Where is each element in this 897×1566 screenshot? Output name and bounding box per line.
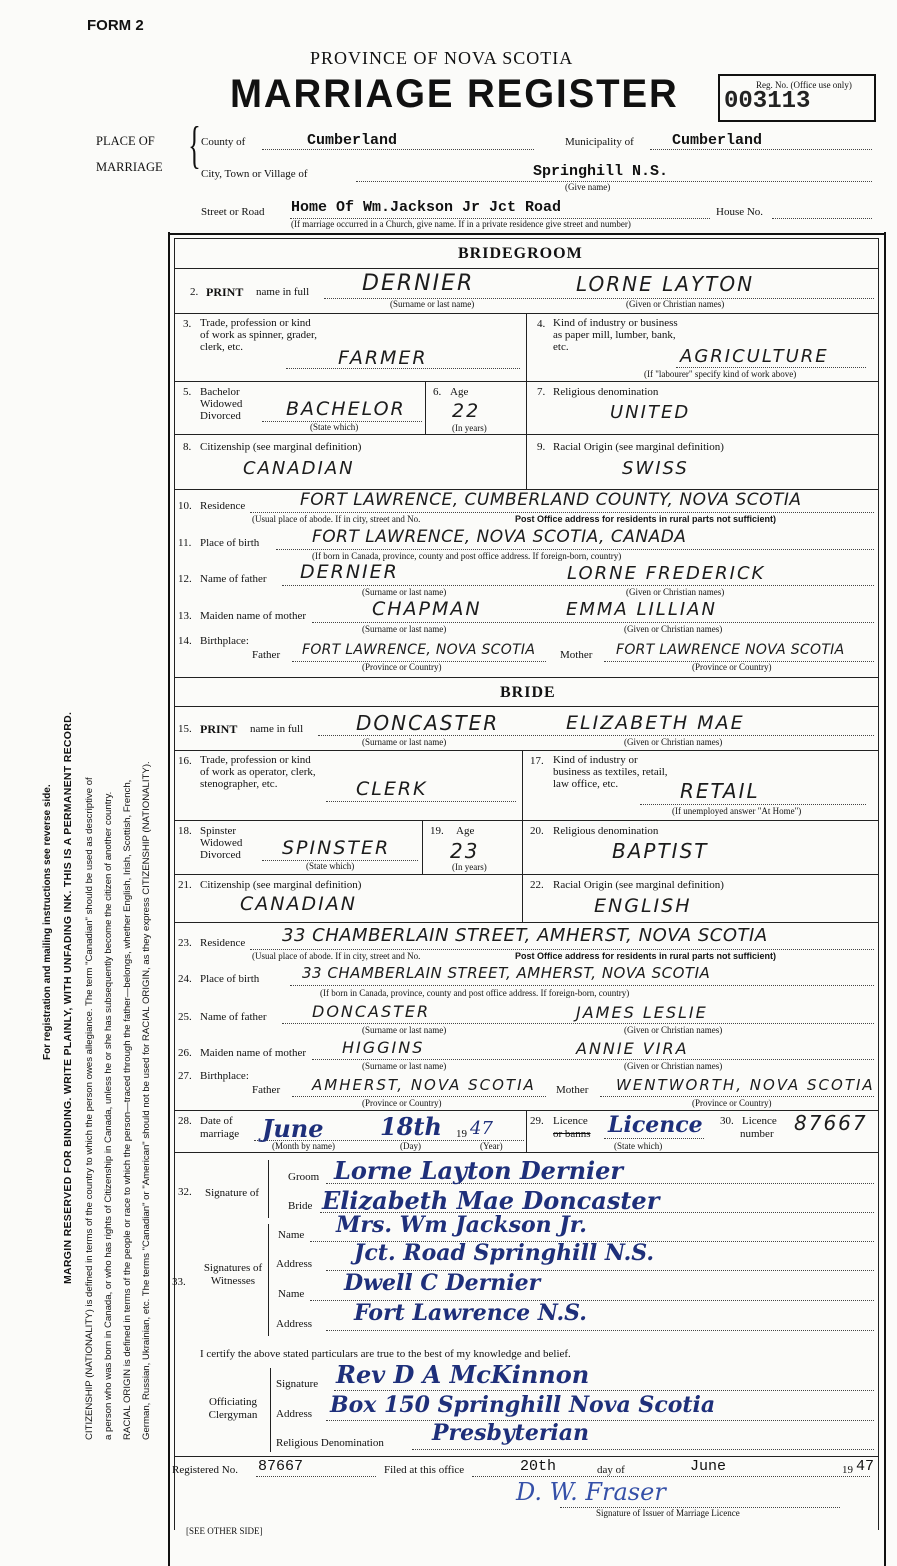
groom-industry-label: Kind of industry or business as paper mill, lumber, bank, etc. — [553, 317, 678, 353]
rule — [174, 268, 878, 269]
bride-residence-note: (Usual place of abode. If in city, street and No. — [252, 951, 421, 961]
bride-bp-father-value: AMHERST, NOVA SCOTIA — [312, 1076, 536, 1094]
groom-father-surname: DERNIER — [300, 561, 399, 583]
bride-residence-number: 23. — [178, 937, 192, 949]
filed-year-prefix: 19 — [842, 1464, 853, 1476]
bride-father-number: 25. — [178, 1011, 192, 1023]
clergy-signature: Rev D A McKinnon — [336, 1360, 590, 1389]
witness-number: 33. — [172, 1276, 186, 1288]
rule — [522, 820, 523, 874]
witness2-name: Dwell C Dernier — [344, 1270, 541, 1296]
groom-religion-number: 7. — [537, 386, 546, 398]
rule — [276, 549, 874, 550]
rule — [472, 1476, 870, 1477]
bride-industry-note: (If unemployed answer "At Home") — [672, 806, 802, 816]
day-of-label: day of — [597, 1464, 625, 1476]
groom-racial-value: SWISS — [622, 458, 689, 479]
bp-mother-caption: (Province or Country) — [692, 662, 772, 672]
groom-mother-surname: CHAPMAN — [372, 598, 482, 620]
rule — [312, 1059, 874, 1060]
groom-surname: DERNIER — [362, 271, 475, 296]
bride-racial-label: Racial Origin (see marginal definition) — [553, 879, 724, 891]
bride-racial-number: 22. — [530, 879, 544, 891]
groom-religion-label: Religious denomination — [553, 386, 659, 398]
place-of-label: PLACE OF — [96, 134, 155, 148]
sig-label: Signature of — [204, 1187, 260, 1199]
bride-mother-number: 26. — [178, 1047, 192, 1059]
margin-instructions: For registration and mailing instructions see reverse side. — [42, 784, 53, 1060]
margin-racial-def-1: RACIAL ORIGIN is defined in terms of the people or race to which the person—traced through the father—belongs, whether English, Irish, Scottish, French, — [122, 779, 133, 1440]
rule — [526, 1110, 527, 1152]
bride-status-label: Spinster Widowed Divorced — [200, 825, 243, 861]
groom-sig-label: Groom — [288, 1171, 320, 1183]
house-no-label: House No. — [716, 206, 764, 218]
groom-father-given: LORNE FREDERICK — [567, 563, 766, 584]
licence-type-value: Licence — [608, 1112, 703, 1138]
groom-bp-mother-value: FORT LAWRENCE NOVA SCOTIA — [616, 642, 845, 658]
bride-age-number: 19. — [430, 825, 444, 837]
groom-bp-number: 14. — [178, 635, 192, 647]
margin-citizenship-def-1: CITIZENSHIP (NATIONALITY) is defined in terms of the country to which the person owes allegiance. The term "Canadian" should be used as descriptive of — [84, 777, 95, 1440]
issuer-label: Signature of Issuer of Marriage Licence — [596, 1508, 740, 1518]
bride-citizenship-value: CANADIAN — [240, 893, 357, 915]
groom-industry-note: (If "labourer" specify kind of work above) — [644, 369, 797, 379]
officiating-label: Officiating Clergyman — [208, 1396, 258, 1421]
house-no-line — [772, 218, 872, 219]
groom-status-label: Bachelor Widowed Divorced — [200, 386, 243, 422]
bride-trade-label: Trade, profession or kind of work as operator, clerk, stenographer, etc. — [200, 754, 316, 790]
rule — [174, 1456, 878, 1457]
groom-father-number: 12. — [178, 573, 192, 585]
bride-birthplace-note: (If born in Canada, province, county and post office address. If foreign-born, country) — [320, 988, 630, 998]
bridegroom-heading: BRIDEGROOM — [458, 245, 583, 262]
sig-number: 32. — [178, 1186, 192, 1198]
filed-month: June — [690, 1458, 727, 1475]
groom-trade-number: 3. — [183, 318, 192, 330]
groom-birthplace-number: 11. — [178, 537, 192, 549]
witness1-address-label: Address — [276, 1258, 313, 1270]
bride-heading: BRIDE — [500, 684, 556, 701]
bride-sig-label: Bride — [288, 1200, 313, 1212]
rule — [268, 1224, 269, 1336]
bride-print-label: PRINT — [200, 722, 238, 736]
bride-birthplace-label: Place of birth — [200, 973, 260, 985]
bride-birthplace-value: 33 CHAMBERLAIN STREET, AMHERST, NOVA SCOTIA — [302, 964, 711, 982]
rule — [326, 1420, 874, 1421]
marriage-day: 18th — [380, 1112, 442, 1141]
rule — [174, 677, 878, 678]
bride-item-number: 15. — [178, 723, 192, 735]
clergy-signature-label: Signature — [276, 1378, 319, 1390]
registered-number: 87667 — [258, 1458, 304, 1475]
date-label-2: marriage — [200, 1128, 240, 1140]
see-other-side: [SEE OTHER SIDE] — [186, 1526, 263, 1536]
bride-mother-given-caption: (Given or Christian names) — [624, 1061, 723, 1071]
margin-citizenship-def-2: a person who was born in Canada, or who has rights of Citizenship in Canada, unless he or she has subsequently become the citizen of another country. — [103, 791, 114, 1440]
reg-no-value: 003113 — [724, 88, 811, 115]
rule — [522, 750, 523, 820]
groom-status-value: BACHELOR — [286, 398, 406, 420]
witness2-address: Fort Lawrence N.S. — [354, 1300, 587, 1326]
county-label: County of — [201, 136, 246, 148]
rule — [326, 801, 516, 802]
bride-residence-value: 33 CHAMBERLAIN STREET, AMHERST, NOVA SCOTIA — [282, 925, 768, 946]
street-value: Home Of Wm.Jackson Jr Jct Road — [291, 199, 562, 216]
bride-in-years-caption: (In years) — [452, 862, 487, 872]
rule — [318, 735, 874, 736]
groom-given-names: LORNE LAYTON — [576, 272, 755, 296]
bride-mother-given: ANNIE VIRA — [576, 1039, 689, 1058]
rule — [174, 750, 878, 751]
groom-industry-value: AGRICULTURE — [680, 346, 829, 367]
groom-residence-value: FORT LAWRENCE, CUMBERLAND COUNTY, NOVA SCOTIA — [300, 490, 802, 510]
bp-father-caption: (Province or Country) — [362, 662, 442, 672]
rule — [412, 1449, 874, 1450]
bride-father-surname: DONCASTER — [312, 1002, 431, 1021]
father-given-caption: (Given or Christian names) — [626, 587, 725, 597]
inner-right-border — [878, 238, 879, 1530]
bride-father-surname-caption: (Surname or last name) — [362, 1025, 447, 1035]
licence-no-label: Licence — [742, 1115, 777, 1127]
groom-print-label: PRINT — [206, 285, 244, 299]
groom-mother-given: EMMA LILLIAN — [566, 599, 717, 620]
form-number: FORM 2 — [87, 17, 144, 34]
bride-father-given: JAMES LESLIE — [576, 1003, 708, 1022]
licence-type-label: Licence — [553, 1115, 588, 1127]
bride-mother-surname-caption: (Surname or last name) — [362, 1061, 447, 1071]
groom-bp-mother-label: Mother — [560, 649, 593, 661]
groom-name-label: name in full — [256, 286, 310, 298]
groom-signature: Lorne Layton Dernier — [334, 1156, 624, 1185]
bride-citizenship-label: Citizenship (see marginal definition) — [200, 879, 362, 891]
rule — [282, 585, 874, 586]
bride-father-label: Name of father — [200, 1011, 267, 1023]
bride-status-value: SPINSTER — [282, 837, 391, 859]
city-value: Springhill N.S. — [533, 163, 669, 180]
county-value: Cumberland — [307, 132, 398, 149]
filed-year: 47 — [856, 1458, 875, 1475]
bride-religion-label: Religious denomination — [553, 825, 659, 837]
groom-residence-label: Residence — [200, 500, 246, 512]
bride-bp-father-label: Father — [252, 1084, 281, 1096]
groom-bp-label: Birthplace: — [200, 635, 249, 647]
rule — [270, 1368, 271, 1452]
groom-industry-number: 4. — [537, 318, 546, 330]
clergy-address-label: Address — [276, 1408, 313, 1420]
reg-no-box — [718, 74, 876, 122]
issuer-signature: D. W. Fraser — [516, 1478, 666, 1506]
filed-label: Filed at this office — [384, 1464, 465, 1476]
bride-residence-note-bold: Post Office address for residents in rural parts not sufficient) — [515, 951, 777, 961]
bride-status-number: 18. — [178, 825, 192, 837]
groom-religion-value: UNITED — [610, 402, 691, 423]
rule — [250, 512, 874, 513]
groom-citizenship-number: 8. — [183, 441, 192, 453]
licence-type-number: 29. — [530, 1115, 544, 1127]
rule — [522, 874, 523, 922]
county-line — [262, 149, 534, 150]
place-brace: { — [188, 117, 201, 174]
bride-signature: Elizabeth Mae Doncaster — [322, 1186, 660, 1215]
city-line — [356, 181, 872, 182]
bride-bp-father-caption: (Province or Country) — [362, 1098, 442, 1108]
rule — [425, 381, 426, 434]
municipality-value: Cumberland — [672, 132, 763, 149]
day-caption: (Day) — [400, 1141, 421, 1151]
reg-no-label: Reg. No. (Office use only) — [756, 80, 852, 90]
bride-mother-label: Maiden name of mother — [200, 1047, 306, 1059]
groom-racial-label: Racial Origin (see marginal definition) — [553, 441, 724, 453]
rule — [326, 1330, 874, 1331]
bride-state-which-caption: (State which) — [306, 861, 355, 871]
licence-no-number: 30. — [720, 1115, 734, 1127]
mother-given-caption: (Given or Christian names) — [624, 624, 723, 634]
rule — [526, 313, 527, 381]
city-label: City, Town or Village of — [201, 168, 308, 180]
witness1-name: Mrs. Wm Jackson Jr. — [336, 1212, 587, 1238]
rule — [268, 1160, 269, 1218]
witness2-name-label: Name — [278, 1288, 305, 1300]
groom-age-number: 6. — [433, 386, 442, 398]
witness1-name-label: Name — [278, 1229, 305, 1241]
rule — [526, 434, 527, 489]
witness1-address: Jct. Road Springhill N.S. — [354, 1240, 654, 1266]
margin-binding-note: MARGIN RESERVED FOR BINDING. WRITE PLAINLY, WITH UNFADING INK. THIS IS A PERMANENT RECORD. — [62, 711, 74, 1284]
year-caption: (Year) — [480, 1141, 503, 1151]
municipality-line — [650, 149, 872, 150]
rule — [640, 804, 866, 805]
bride-given-names: ELIZABETH MAE — [566, 712, 745, 734]
rule — [174, 1152, 878, 1153]
inner-left-border — [174, 238, 175, 1530]
birthplace-note: (If born in Canada, province, county and post office address. If foreign-born, country) — [312, 551, 622, 561]
residence-note: (Usual place of abode. If in city, street and No. — [252, 514, 421, 524]
banns-label: or banns — [553, 1128, 591, 1140]
bride-bp-label: Birthplace: — [200, 1070, 249, 1082]
bride-given-caption: (Given or Christian names) — [624, 737, 723, 747]
rule — [174, 706, 878, 707]
rule — [174, 922, 878, 923]
bride-surname: DONCASTER — [356, 711, 500, 735]
bride-trade-value: CLERK — [356, 778, 428, 800]
bride-age-label: Age — [456, 825, 475, 837]
licence-state-which-caption: (State which) — [614, 1141, 663, 1151]
rule — [526, 381, 527, 434]
bride-industry-label: Kind of industry or business as textiles, retail, law office, etc. — [553, 754, 668, 790]
bride-bp-number: 27. — [178, 1070, 192, 1082]
date-number: 28. — [178, 1115, 192, 1127]
state-which-caption: (State which) — [310, 422, 359, 432]
groom-bp-father-label: Father — [252, 649, 281, 661]
bride-age-value: 23 — [450, 839, 480, 863]
rule — [290, 985, 874, 986]
give-name-caption: (Give name) — [565, 182, 611, 192]
marriage-year: 47 — [470, 1118, 493, 1139]
father-surname-caption: (Surname or last name) — [362, 587, 447, 597]
groom-age-value: 22 — [452, 400, 481, 422]
bride-mother-surname: HIGGINS — [342, 1038, 425, 1057]
municipality-label: Municipality of — [565, 136, 634, 148]
bride-religion-value: BAPTIST — [612, 839, 709, 863]
groom-trade-label: Trade, profession or kind of work as spinner, grader, clerk, etc. — [200, 317, 318, 353]
form-top-border — [168, 233, 886, 235]
bride-bp-mother-value: WENTWORTH, NOVA SCOTIA — [616, 1076, 875, 1094]
groom-residence-number: 10. — [178, 500, 192, 512]
date-label: Date of — [200, 1115, 233, 1127]
rule — [250, 949, 874, 950]
groom-racial-number: 9. — [537, 441, 546, 453]
clergy-address: Box 150 Springhill Nova Scotia — [330, 1392, 716, 1418]
bride-trade-number: 16. — [178, 755, 192, 767]
groom-citizenship-value: CANADIAN — [243, 458, 355, 479]
licence-no-value: 87667 — [794, 1111, 868, 1135]
bride-father-given-caption: (Given or Christian names) — [624, 1025, 723, 1035]
bride-name-label: name in full — [250, 723, 304, 735]
rule — [292, 1096, 546, 1097]
certify-statement: I certify the above stated particulars are true to the best of my knowledge and belief. — [200, 1348, 571, 1360]
bride-bp-mother-caption: (Province or Country) — [692, 1098, 772, 1108]
bride-bp-mother-label: Mother — [556, 1084, 589, 1096]
rule — [256, 1476, 376, 1477]
groom-birthplace-label: Place of birth — [200, 537, 260, 549]
groom-citizenship-label: Citizenship (see marginal definition) — [200, 441, 362, 453]
residence-note-bold: Post Office address for residents in rural parts not sufficient) — [515, 514, 777, 524]
licence-no-label-2: number — [740, 1128, 774, 1140]
province-heading: PROVINCE OF NOVA SCOTIA — [310, 48, 574, 68]
bride-industry-number: 17. — [530, 755, 544, 767]
witness-label: Signatures of Witnesses — [203, 1262, 263, 1287]
margin-racial-def-2: German, Russian, Ukrainian, etc. The terms "Canadian" or "American" should not be used for RACIAL ORIGIN, as they express CITIZENSHIP (NATIONALITY). — [141, 761, 152, 1440]
form-left-border — [168, 232, 170, 1566]
groom-bp-father-value: FORT LAWRENCE, NOVA SCOTIA — [302, 642, 536, 658]
denomination-value: Presbyterian — [432, 1420, 590, 1446]
form-right-border — [884, 232, 886, 1566]
rule — [334, 1390, 874, 1391]
rule — [312, 622, 874, 623]
bride-citizenship-number: 21. — [178, 879, 192, 891]
page-title: MARRIAGE REGISTER — [230, 72, 679, 116]
groom-trade-value: FARMER — [338, 347, 428, 369]
marriage-year-prefix: 19 — [456, 1128, 467, 1140]
rule — [600, 1096, 874, 1097]
bride-residence-label: Residence — [200, 937, 246, 949]
rule — [676, 367, 866, 368]
denomination-label: Religious Denomination — [276, 1437, 384, 1449]
month-caption: (Month by name) — [272, 1141, 335, 1151]
groom-mother-number: 13. — [178, 610, 192, 622]
groom-mother-label: Maiden name of mother — [200, 610, 306, 622]
marriage-label: MARRIAGE — [96, 160, 163, 174]
surname-caption: (Surname or last name) — [390, 299, 475, 309]
street-note: (If marriage occurred in a Church, give name. If in a private residence give street and number) — [291, 219, 631, 229]
street-label: Street or Road — [201, 206, 265, 218]
groom-father-label: Name of father — [200, 573, 267, 585]
groom-age-label: Age — [450, 386, 469, 398]
in-years-caption: (In years) — [452, 423, 487, 433]
witness2-address-label: Address — [276, 1318, 313, 1330]
rule — [282, 1023, 874, 1024]
rule — [174, 874, 878, 875]
groom-item-number: 2. — [190, 286, 199, 298]
bride-surname-caption: (Surname or last name) — [362, 737, 447, 747]
bride-religion-number: 20. — [530, 825, 544, 837]
mother-surname-caption: (Surname or last name) — [362, 624, 447, 634]
bride-birthplace-number: 24. — [178, 973, 192, 985]
rule — [422, 820, 423, 874]
inner-top-border — [174, 238, 878, 239]
registered-label: Registered No. — [172, 1464, 238, 1476]
rule — [604, 1138, 704, 1139]
given-caption: (Given or Christian names) — [626, 299, 725, 309]
bride-industry-value: RETAIL — [680, 779, 760, 803]
marriage-month: June — [262, 1114, 324, 1143]
filed-day: 20th — [520, 1458, 557, 1475]
rule — [174, 820, 878, 821]
bride-racial-value: ENGLISH — [594, 895, 692, 917]
groom-status-number: 5. — [183, 386, 192, 398]
groom-birthplace-value: FORT LAWRENCE, NOVA SCOTIA, CANADA — [312, 527, 687, 547]
